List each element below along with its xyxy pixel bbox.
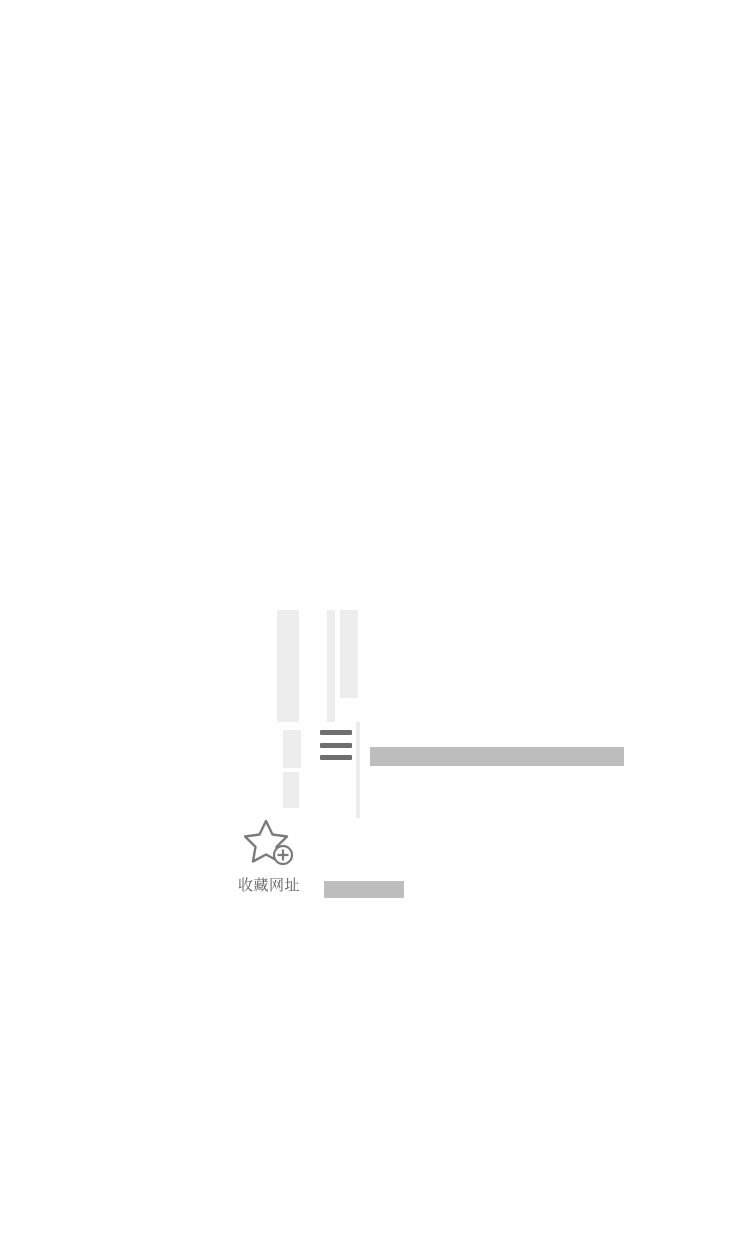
add-favorite-label: 收藏网址 [238, 877, 301, 894]
placeholder-divider [356, 722, 360, 818]
placeholder-column-mid [327, 610, 335, 722]
list-icon-bar-1 [320, 730, 352, 735]
placeholder-column-right [340, 610, 358, 698]
placeholder-block-small [283, 730, 301, 768]
list-icon-bar-3 [320, 755, 352, 760]
placeholder-block-tall [283, 772, 299, 808]
placeholder-column-left [277, 610, 299, 722]
placeholder-text-bar [370, 747, 624, 766]
list-icon[interactable] [320, 730, 352, 760]
star-plus-icon [244, 818, 300, 872]
add-favorite-button[interactable] [238, 818, 378, 896]
list-icon-bar-2 [320, 743, 352, 748]
